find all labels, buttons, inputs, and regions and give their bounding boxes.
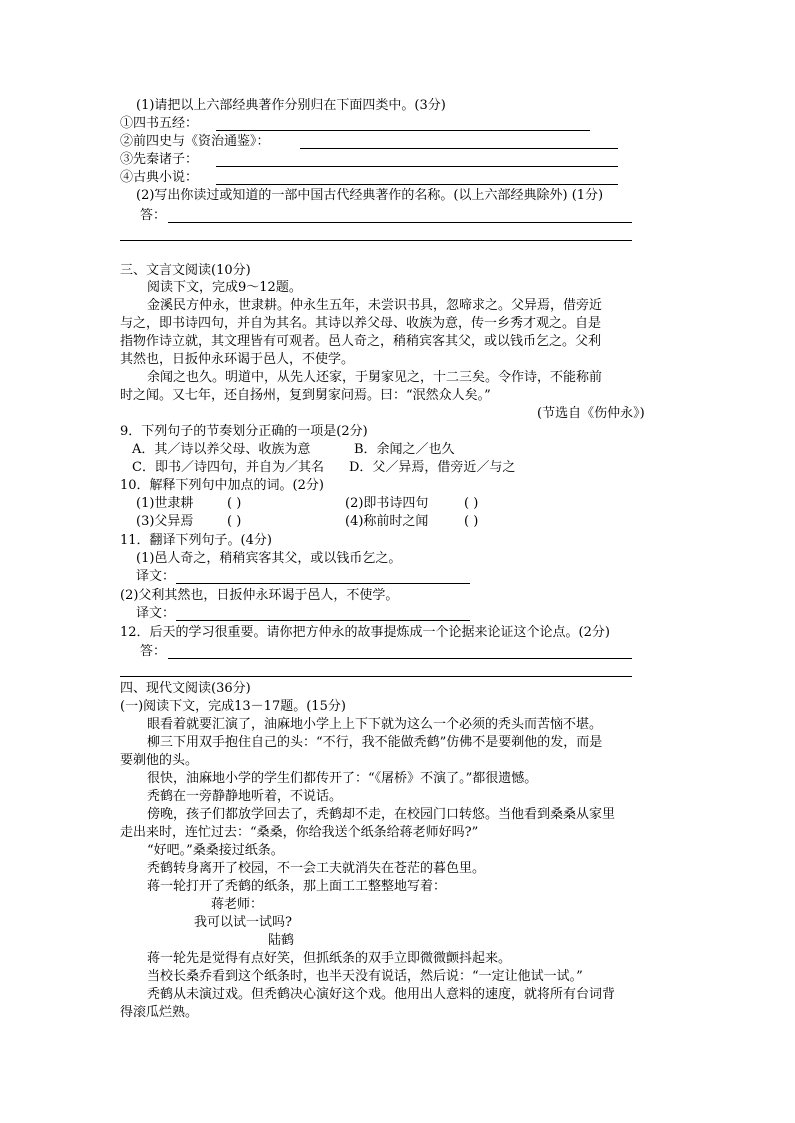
passage-line: 很快，油麻地小学的学生们都传开了：“《屠桥》不演了。”都很遗憾。 <box>147 771 538 786</box>
q10-blank-1[interactable]: ( ) <box>227 496 242 511</box>
category-4-label: ④古典小说： <box>120 170 199 185</box>
answer-line-q12[interactable] <box>168 658 632 659</box>
section-3-intro: 阅读下文，完成9～12题。 <box>147 280 302 295</box>
q10-item-4: (4)称前时之闻 <box>345 514 429 529</box>
answer-label: 答： <box>140 644 167 659</box>
note-salutation: 蒋老师： <box>211 897 264 912</box>
translation-line-2[interactable] <box>176 620 470 621</box>
q10-blank-2[interactable]: ( ) <box>464 496 479 511</box>
answer-line-category-1[interactable] <box>216 130 590 131</box>
question-10: 10．解释下列句中加点的词。(2分) <box>120 478 324 493</box>
section-3-heading: 三、文言文阅读(10分) <box>120 263 251 278</box>
question-12: 12．后天的学习很重要。请你把方仲永的故事提炼成一个论据来论证这个论点。(2分) <box>120 625 610 640</box>
q11-sentence-2: (2)父利其然也，日扳仲永环谒于邑人，不使学。 <box>120 588 399 603</box>
passage-line: 走出来时，连忙过去：“桑桑，你给我送个纸条给蒋老师好吗?” <box>120 825 479 840</box>
translation-label: 译文： <box>136 569 176 584</box>
question-2-prompt: (2)写出你读过或知道的一部中国古代经典著作的名称。(以上六部经典除外) (1分) <box>136 188 604 203</box>
passage-line: 秃鹤从未演过戏。但秃鹤决心演好这个戏。他用出人意料的速度，就将所有台词背 <box>147 987 616 1002</box>
translation-line-1[interactable] <box>176 583 470 584</box>
passage-line: 蒋一轮先是觉得有点好笑，但抓纸条的双手立即微微颤抖起来。 <box>147 951 512 966</box>
passage-line: 秃鹤转身离开了校园，不一会工夫就消失在苍茫的暮色里。 <box>147 861 486 876</box>
q10-blank-3[interactable]: ( ) <box>227 514 242 529</box>
q10-item-2: (2)即书诗四句 <box>345 496 429 511</box>
q11-sentence-1: (1)邑人奇之，稍稍宾客其父，或以钱币乞之。 <box>136 551 402 566</box>
passage-line: 傍晚，孩子们都放学回去了，秃鹤却不走，在校园门口转悠。当他看到桑桑从家里 <box>147 807 616 822</box>
translation-label: 译文： <box>136 606 176 621</box>
note-signature: 陆鹤 <box>268 933 295 948</box>
question-11: 11．翻译下列句子。(4分) <box>120 533 272 548</box>
passage-source: (节选自《伤仲永》) <box>537 406 645 421</box>
passage-line: 得滚瓜烂熟。 <box>120 1005 199 1020</box>
passage-line: 时之闻。又七年，还自扬州，复到舅家问焉。曰：“泯然众人矣。” <box>120 388 491 403</box>
passage-line: 余闻之也久。明道中，从先人还家，于舅家见之，十二三矣。令作诗，不能称前 <box>147 370 603 385</box>
passage-line: 眼看着就要汇演了，油麻地小学上上下下就为这么一个必须的秃头而苦恼不堪。 <box>147 717 603 732</box>
section-4-heading: 四、现代文阅读(36分) <box>120 681 251 696</box>
q10-item-1: (1)世隶耕 <box>136 496 194 511</box>
passage-line: 其然也，日扳仲永环谒于邑人，不使学。 <box>120 352 355 367</box>
answer-line-category-2[interactable] <box>300 148 618 149</box>
q10-item-3: (3)父异焉 <box>136 514 194 529</box>
question-1-prompt: (1)请把以上六部经典著作分别归在下面四类中。(3分) <box>136 98 446 113</box>
answer-line-category-3[interactable] <box>216 166 618 167</box>
passage-line: 柳三下用双手抱住自己的头：“不行，我不能做秃鹤”仿佛不是要剃他的发，而是 <box>147 735 603 750</box>
passage-line: 金溪民方仲永，世隶耕。仲永生五年，未尝识书具，忽啼求之。父异焉，借旁近 <box>147 298 603 313</box>
category-1-label: ①四书五经： <box>120 116 199 131</box>
passage-line: “好吧。”桑桑接过纸条。 <box>147 843 284 858</box>
section-4-sub: (一)阅读下文，完成13－17题。(15分) <box>120 699 346 714</box>
category-3-label: ③先秦诸子： <box>120 152 199 167</box>
passage-line: 秃鹤在一旁静静地听着，不说话。 <box>147 789 343 804</box>
question-9: 9．下列句子的节奏划分正确的一项是(2分) <box>120 424 368 439</box>
option-c: C．即书／诗四句，并自为／其名 <box>132 460 324 475</box>
option-b: B．余闻之／也久 <box>354 442 455 457</box>
category-2-label: ②前四史与《资治通鉴》： <box>120 134 270 149</box>
answer-line-category-4[interactable] <box>216 184 618 185</box>
answer-line-q2[interactable] <box>168 222 632 223</box>
passage-line: 蒋一轮打开了秃鹤的纸条，那上面工工整整地写着： <box>147 879 447 894</box>
q10-blank-4[interactable]: ( ) <box>464 514 479 529</box>
passage-line: 与之，即书诗四句，并自为其名。其诗以养父母、收族为意，传一乡秀才观之。自是 <box>120 316 602 331</box>
option-d: D．父／异焉，借旁近／与之 <box>349 460 516 475</box>
answer-line-q2-extra[interactable] <box>120 240 632 241</box>
passage-line: 指物作诗立就，其文理皆有可观者。邑人奇之，稍稍宾客其父，或以钱币乞之。父利 <box>120 334 602 349</box>
passage-line: 当校长桑乔看到这个纸条时，也半天没有说话，然后说：“一定让他试一试。” <box>147 969 583 984</box>
note-body: 我可以试一试吗? <box>194 915 292 930</box>
answer-label: 答： <box>140 208 167 223</box>
passage-line: 要剃他的头。 <box>120 753 199 768</box>
option-a: A．其／诗以养父母、收族为意 <box>132 442 311 457</box>
answer-line-q12-extra[interactable] <box>120 676 632 677</box>
